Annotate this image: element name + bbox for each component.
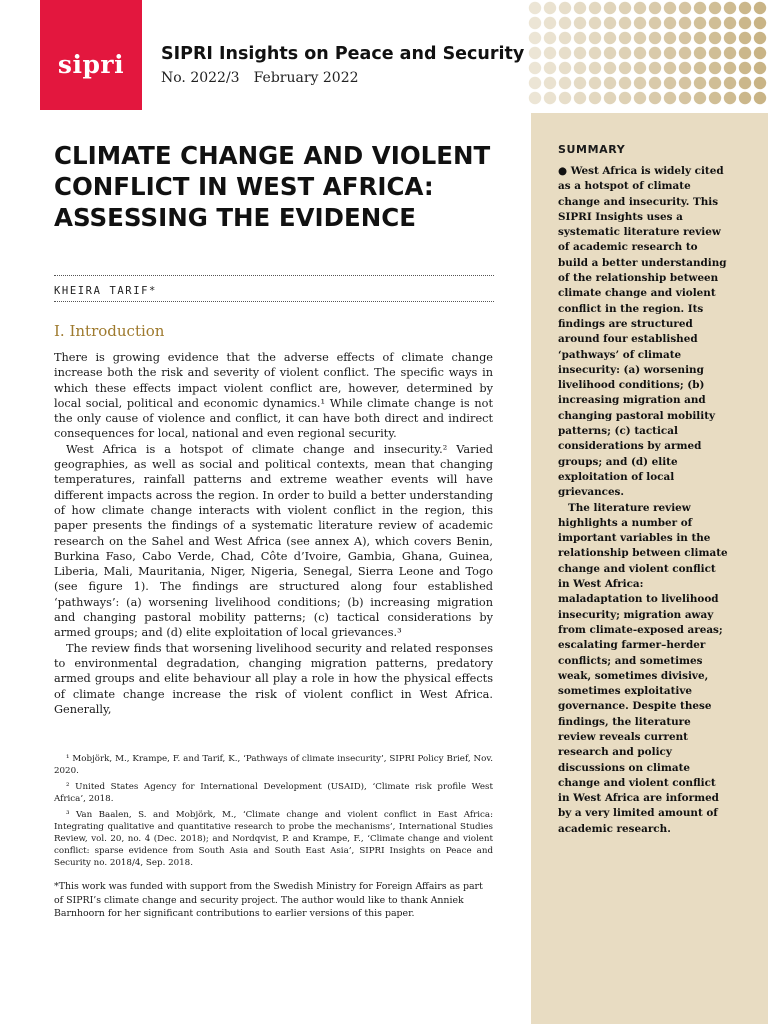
decorative-dot: [574, 77, 586, 89]
decorative-dot: [634, 32, 646, 44]
decorative-dot: [544, 32, 556, 44]
decorative-dot: [544, 92, 556, 104]
footnote: ¹ Mobjörk, M., Krampe, F. and Tarif, K., ‘Pathways of climate insecurity’, SIPRI Policy Brief, Nov. 2020.: [54, 754, 493, 776]
decorative-dot: [604, 77, 616, 89]
decorative-dot: [544, 17, 556, 29]
bullet-icon: ●: [558, 165, 568, 177]
decorative-dot: [694, 2, 706, 14]
decorative-dot: [574, 47, 586, 59]
decorative-dot: [649, 17, 661, 29]
decorative-dot: [529, 77, 541, 89]
decorative-dot: [724, 2, 736, 14]
divider: [54, 301, 494, 302]
decorative-dot: [559, 47, 571, 59]
decorative-dot: [709, 62, 721, 74]
decorative-dot: [694, 92, 706, 104]
decorative-dot: [694, 62, 706, 74]
decorative-dot: [574, 62, 586, 74]
decorative-dot: [679, 77, 691, 89]
decorative-dot: [649, 47, 661, 59]
summary-body: [558, 164, 728, 837]
decorative-dot: [619, 47, 631, 59]
footnote: ³ Van Baalen, S. and Mobjörk, M., ‘Climate change and violent conflict in East Africa: Integrating qualitative and quantitative research to probe the mechanisms’, International Studies Review, vol. 20, no. 4 (Dec. 2018); and Nordqvist, P. and Krampe, F., ‘Climate change and violent conflict: sparse evidence from South Asia and South East Asia’, SIPRI Insights on Peace and Security no. 2018/4, Sep. 2018.: [54, 810, 493, 868]
decorative-dot: [634, 47, 646, 59]
decorative-dot: [574, 32, 586, 44]
decorative-dot: [559, 32, 571, 44]
decorative-dot: [529, 17, 541, 29]
decorative-dot: [544, 47, 556, 59]
logo-text: sipri: [57, 49, 125, 79]
decorative-dot: [619, 77, 631, 89]
decorative-dot: [739, 17, 751, 29]
decorative-dot: [589, 2, 601, 14]
decorative-dot: [694, 47, 706, 59]
decorative-dot: [589, 17, 601, 29]
decorative-dot: [604, 2, 616, 14]
decorative-dot: [724, 92, 736, 104]
decorative-dot: [559, 17, 571, 29]
decorative-dot: [739, 47, 751, 59]
issue-number: No. 2022/3: [161, 70, 240, 86]
decorative-dot: [634, 2, 646, 14]
decorative-dot: [679, 92, 691, 104]
decorative-dot: [604, 17, 616, 29]
decorative-dot: [589, 92, 601, 104]
decorative-dot: [604, 62, 616, 74]
decorative-dot: [559, 62, 571, 74]
decorative-dot: [529, 2, 541, 14]
decorative-dot: [709, 32, 721, 44]
decorative-dot: [574, 2, 586, 14]
decorative-dot: [739, 77, 751, 89]
decorative-dot: [589, 62, 601, 74]
decorative-dot: [754, 17, 766, 29]
decorative-dot: [679, 17, 691, 29]
body-paragraph: There is growing evidence that the adverse effects of climate change increase both the risk and severity of violent conflict. The specific ways in which these effects impact violent conflict are, however, determined by local social, political and economic dynamics.¹ While climate change is not the only cause of violence and conflict, it can have both direct and indirect consequences for local, national and even regional security.: [54, 351, 493, 441]
decorative-dot: [634, 62, 646, 74]
decorative-dot: [649, 62, 661, 74]
decorative-dot: [604, 32, 616, 44]
decorative-dot: [694, 32, 706, 44]
decorative-dot: [589, 77, 601, 89]
decorative-dot: [529, 62, 541, 74]
decorative-dot: [604, 47, 616, 59]
decorative-dot: [679, 32, 691, 44]
author-name: KHEIRA TARIF*: [54, 285, 157, 297]
decorative-dot: [664, 92, 676, 104]
decorative-dot: [739, 92, 751, 104]
decorative-dot: [619, 2, 631, 14]
decorative-dot: [634, 17, 646, 29]
decorative-dot: [709, 47, 721, 59]
issue-date: February 2022: [253, 70, 359, 86]
decorative-dot: [529, 32, 541, 44]
decorative-dot: [724, 32, 736, 44]
decorative-dot: [664, 62, 676, 74]
decorative-dot: [574, 17, 586, 29]
decorative-dot: [739, 2, 751, 14]
decorative-dot: [664, 47, 676, 59]
decorative-dot: [754, 32, 766, 44]
decorative-dot: [679, 62, 691, 74]
decorative-dot: [664, 17, 676, 29]
decorative-dot: [664, 32, 676, 44]
decorative-dot: [544, 62, 556, 74]
decorative-dot: [604, 92, 616, 104]
footnote: ² United States Agency for International Development (USAID), ‘Climate risk profile West Africa’, 2018.: [54, 782, 493, 804]
decorative-dot: [619, 32, 631, 44]
decorative-dot: [619, 92, 631, 104]
divider: [54, 275, 494, 276]
body-paragraph: The review finds that worsening livelihood security and related responses to environmental degradation, changing migration patterns, predatory armed groups and elite behaviour all play a role in how the physical effects of climate change increase the risk of violent conflict in West Africa. Generally,: [54, 641, 493, 716]
series-title: SIPRI Insights on Peace and Security: [161, 44, 525, 64]
decorative-dot: [754, 2, 766, 14]
decorative-dot: [754, 47, 766, 59]
decorative-dot: [694, 17, 706, 29]
decorative-dot: [559, 2, 571, 14]
decorative-dot-pattern: [527, 0, 768, 110]
decorative-dot: [709, 77, 721, 89]
decorative-dot: [694, 77, 706, 89]
decorative-dot: [739, 62, 751, 74]
decorative-dot: [709, 2, 721, 14]
decorative-dot: [664, 2, 676, 14]
decorative-dot: [589, 32, 601, 44]
decorative-dot: [559, 77, 571, 89]
sipri-logo: [40, 0, 142, 110]
decorative-dot: [544, 2, 556, 14]
decorative-dot: [679, 2, 691, 14]
decorative-dot: [709, 92, 721, 104]
issue-line: [161, 70, 359, 86]
decorative-dot: [709, 17, 721, 29]
decorative-dot: [529, 47, 541, 59]
decorative-dot: [649, 77, 661, 89]
decorative-dot: [754, 92, 766, 104]
body-paragraph: West Africa is a hotspot of climate change and insecurity.² Varied geographies, as well as social and political contexts, mean that changing temperatures, rainfall patterns and extreme weather events will have different impacts across the region. In order to build a better understanding of how climate change interacts with violent conflict in the region, this paper presents the findings of a systematic literature review of academic research on the Sahel and West Africa (see annex A), which covers Benin, Burkina Faso, Cabo Verde, Chad, Côte d’Ivoire, Gambia, Ghana, Guinea, Liberia, Mali, Mauritania, Niger, Nigeria, Senegal, Sierra Leone and Togo (see figure 1). The findings are structured along four established ‘pathways’: (a) worsening livelihood conditions; (b) increasing migration and changing pastoral mobility patterns; (c) tactical considerations by armed groups; and (d) elite exploitation of local grievances.³: [54, 442, 493, 640]
decorative-dot: [754, 77, 766, 89]
decorative-dot: [574, 92, 586, 104]
decorative-dot: [649, 92, 661, 104]
summary-paragraph: The literature review highlights a number of important variables in the relationship between climate change and violent conflict in West Africa: maladaptation to livelihood insecurity; migration away from climate-exposed areas; escalating farmer–herder conflicts; and sometimes weak, sometimes divisive, sometimes exploitative governance. Despite these findings, the literature review reveals current research and policy discussions on climate change and violent conflict in West Africa are informed by a very limited amount of academic research.: [558, 501, 728, 835]
decorative-dot: [724, 17, 736, 29]
summary-paragraph: ● West Africa is widely cited as a hotspot of climate change and insecurity. This SIPRI Insights uses a systematic literature review of academic research to build a better understanding of the relationship between climate change and violent conflict in the region. Its findings are structured around four established ‘pathways’ of climate insecurity: (a) worsening livelihood conditions; (b) increasing migration and changing pastoral mobility patterns; (c) tactical considerations by armed groups; and (d) elite exploitation of local grievances.: [558, 165, 727, 499]
summary-heading: SUMMARY: [558, 143, 626, 156]
decorative-dot: [634, 77, 646, 89]
decorative-dot: [724, 47, 736, 59]
decorative-dot: [664, 77, 676, 89]
page-title: CLIMATE CHANGE AND VIOLENT CONFLICT IN WEST AFRICA: ASSESSING THE EVIDENCE: [54, 141, 491, 232]
decorative-dot: [544, 77, 556, 89]
decorative-dot: [634, 92, 646, 104]
decorative-dot: [754, 62, 766, 74]
article-body: [54, 350, 493, 717]
decorative-dot: [649, 2, 661, 14]
decorative-dot: [679, 47, 691, 59]
decorative-dot: [724, 62, 736, 74]
funding-note: *This work was funded with support from the Swedish Ministry for Foreign Affairs as part of SIPRI’s climate change and security project. The author would like to thank Anniek Barnhoorn for her significant contributions to earlier versions of this paper.: [54, 881, 483, 919]
decorative-dot: [739, 32, 751, 44]
decorative-dot: [589, 47, 601, 59]
section-heading: I. Introduction: [54, 322, 165, 340]
decorative-dot: [649, 32, 661, 44]
footnotes: [54, 753, 493, 873]
decorative-dot: [619, 62, 631, 74]
decorative-dot: [529, 92, 541, 104]
decorative-dot: [619, 17, 631, 29]
decorative-dot: [559, 92, 571, 104]
decorative-dot: [724, 77, 736, 89]
